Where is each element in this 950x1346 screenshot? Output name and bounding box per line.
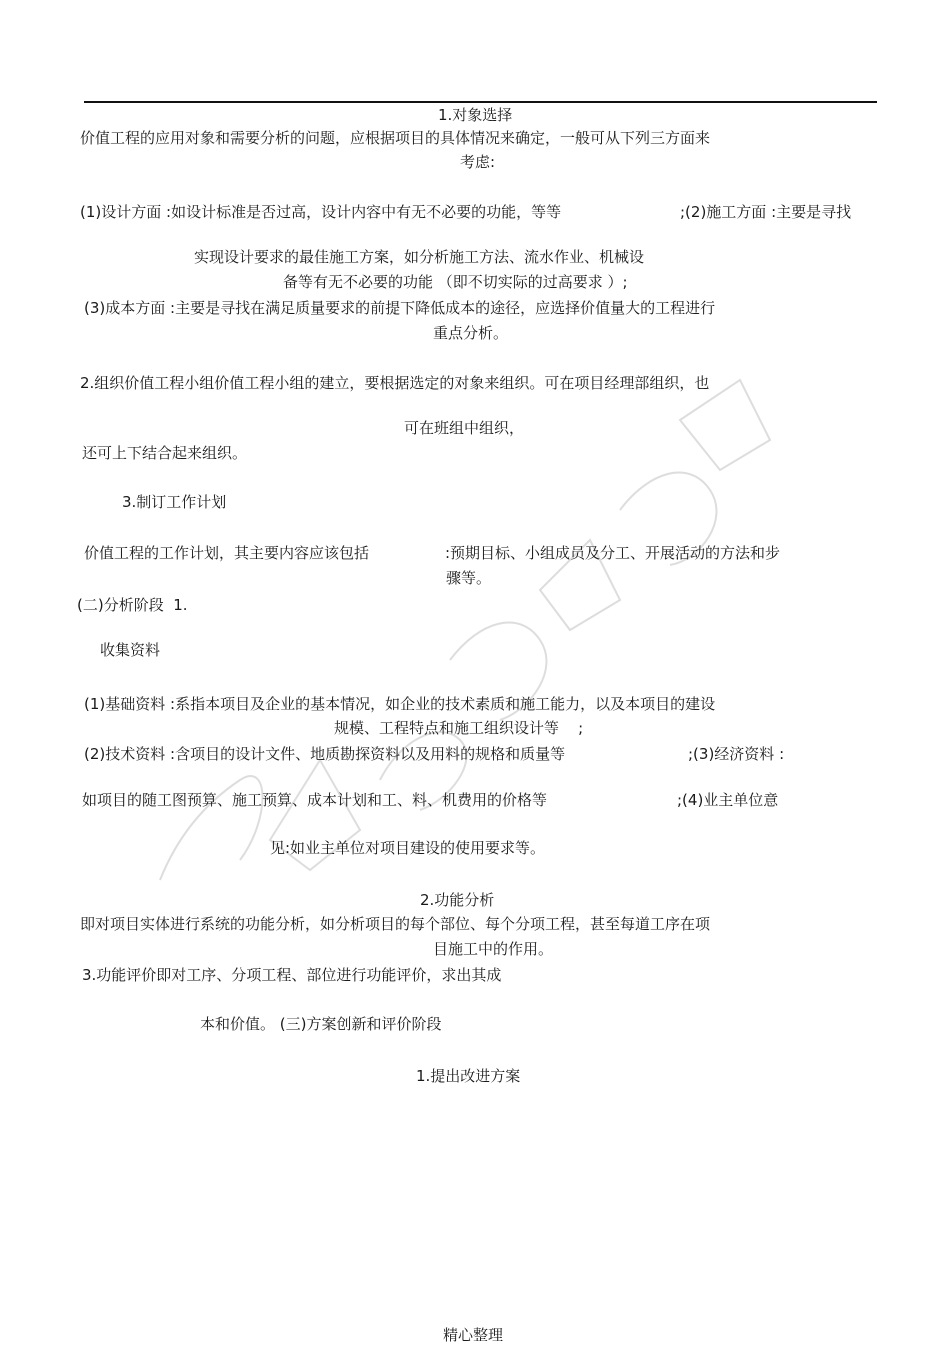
heading-object-selection: 1.对象选择 — [438, 106, 513, 124]
paragraph-line: :预期目标、小组成员及分工、开展活动的方法和步 — [445, 544, 781, 562]
heading-analysis-stage: (二)分析阶段 1. — [77, 596, 188, 614]
paragraph-line: (1)基础资料 :系指本项目及企业的基本情况，如企业的技术素质和施工能力，以及本项目的建设 — [84, 695, 716, 713]
paragraph-line: ;(4)业主单位意 — [677, 791, 779, 809]
paragraph-line: 见:如业主单位对项目建设的使用要求等。 — [270, 839, 546, 857]
paragraph-line: 可在班组中组织， — [404, 419, 525, 437]
paragraph-line: 即对项目实体进行系统的功能分析，如分析项目的每个部位、每个分项工程，甚至每道工序在项 — [80, 915, 711, 933]
page-footer: 精心整理 — [443, 1326, 504, 1344]
paragraph-line: 目施工中的作用。 — [433, 940, 554, 958]
paragraph-line: 本和价值。 (三)方案创新和评价阶段 — [200, 1015, 442, 1033]
paragraph-line: 3.功能评价即对工序、分项工程、部位进行功能评价，求出其成 — [82, 966, 502, 984]
paragraph-line: ;(2)施工方面 :主要是寻找 — [680, 203, 852, 221]
paragraph-line: 实现设计要求的最佳施工方案，如分析施工方法、流水作业、机械设 — [194, 248, 645, 266]
paragraph-line: (1)设计方面 :如设计标准是否过高，设计内容中有无不必要的功能，等等 — [80, 203, 562, 221]
paragraph-line: 骤等。 — [446, 569, 492, 587]
heading-improvement-plan: 1.提出改进方案 — [416, 1067, 521, 1085]
paragraph-line: 如项目的随工图预算、施工预算、成本计划和工、料、机费用的价格等 — [82, 791, 548, 809]
paragraph-line: 备等有无不必要的功能 （即不切实际的过高要求 ）; — [283, 273, 628, 291]
paragraph-line: (3)成本方面 :主要是寻找在满足质量要求的前提下降低成本的途径，应选择价值量大的工程进行 — [84, 299, 716, 317]
paragraph-line: ;(3)经济资料 : — [688, 745, 785, 763]
heading-function-analysis: 2.功能分析 — [420, 891, 495, 909]
paragraph-line: 价值工程的应用对象和需要分析的问题，应根据项目的具体情况来确定，一般可从下列三方面来 — [80, 129, 711, 147]
paragraph-line: 规模、工程特点和施工组织设计等 ; — [334, 719, 584, 737]
header-rule — [84, 101, 877, 103]
paragraph-line: 考虑: — [460, 153, 496, 171]
paragraph-line: 重点分析。 — [433, 324, 509, 342]
heading-collect-data: 收集资料 — [100, 641, 161, 659]
paragraph-line: (2)技术资料 :含项目的设计文件、地质勘探资料以及用料的规格和质量等 — [84, 745, 566, 763]
heading-work-plan: 3.制订工作计划 — [122, 493, 227, 511]
paragraph-line: 还可上下结合起来组织。 — [82, 444, 248, 462]
paragraph-line: 2.组织价值工程小组价值工程小组的建立，要根据选定的对象来组织。可在项目经理部组织，也 — [80, 374, 710, 392]
paragraph-line: 价值工程的工作计划，其主要内容应该包括 — [84, 544, 370, 562]
